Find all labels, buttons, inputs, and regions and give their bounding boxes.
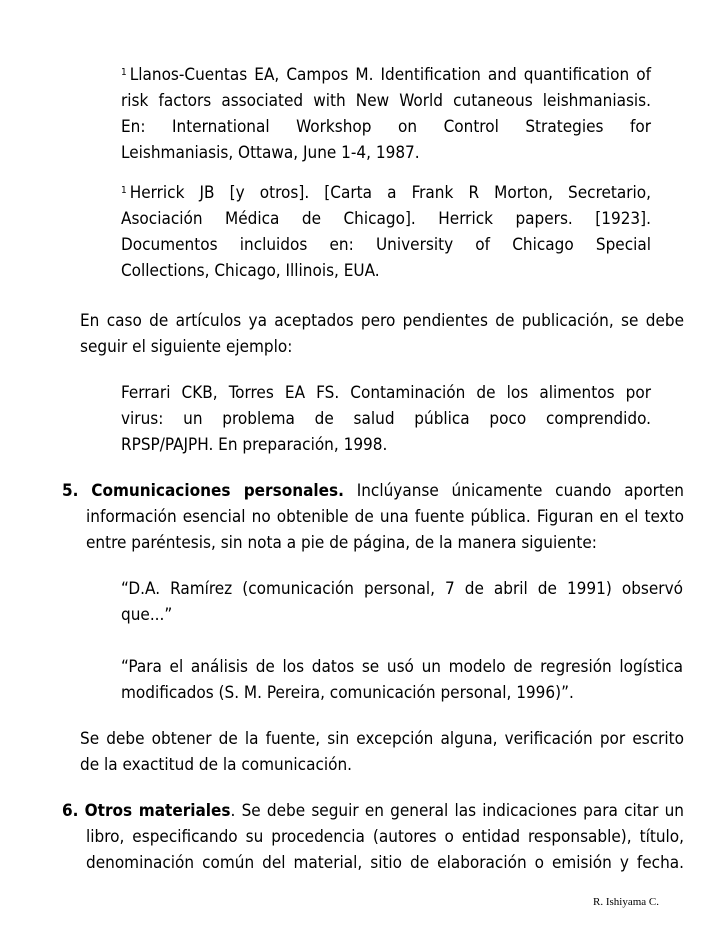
quote-ramirez (121, 576, 683, 628)
reference-llanos (121, 62, 651, 166)
reference-line: Asociación Médica de Chicago]. Herrick papers. [1923]. (121, 209, 651, 229)
section-line: entre paréntesis, sin nota a pie de página, de la manera siguiente: (86, 533, 597, 553)
section-heading-line: 6. Otros materiales. Se debe seguir en general las indicaciones para citar un (62, 801, 684, 821)
example-line: virus: un problema de salud pública poco comprendido. (121, 409, 651, 429)
quote-line: que...” (121, 605, 173, 625)
section-6 (62, 798, 684, 876)
reference-line: Leishmaniasis, Ottawa, June 1-4, 1987. (121, 143, 420, 163)
section-line: libro, especificando su procedencia (autores o entidad responsable), título, (86, 827, 684, 847)
section-line: información esencial no obtenible de una fuente pública. Figuran en el texto (86, 507, 684, 527)
paragraph-line: En caso de artículos ya aceptados pero pendientes de publicación, se debe (80, 311, 684, 331)
footnote-marker: 1 (121, 67, 127, 78)
quote-pereira (121, 654, 683, 706)
section-number: 6. (62, 801, 79, 821)
reference-line: $^1$ Herrick JB [y otros]. [Carta a Frank R Morton, Secretario, (121, 183, 651, 203)
paragraph-line: Se debe obtener de la fuente, sin excepción alguna, verificación por escrito (80, 729, 684, 749)
quote-line: “D.A. Ramírez (comunicación personal, 7 de abril de 1991) observó (121, 579, 683, 599)
reference-line: $^1$ Llanos-Cuentas EA, Campos M. Identification and quantification of (121, 65, 651, 85)
section-title: Comunicaciones personales. (91, 481, 344, 501)
example-ferrari (121, 380, 651, 458)
section-number: 5. (62, 481, 79, 501)
quote-line: “Para el análisis de los datos se usó un modelo de regresión logística (121, 657, 683, 677)
section-5 (62, 478, 684, 556)
section-line: denominación común del material, sitio de elaboración o emisión y fecha. (86, 853, 684, 873)
paragraph-accepted-articles (80, 308, 684, 360)
section-title: Otros materiales (84, 801, 231, 821)
paragraph-verification (80, 726, 684, 778)
reference-herrick (121, 180, 651, 284)
example-line: RPSP/PAJPH. En preparación, 1998. (121, 435, 388, 455)
paragraph-line: de la exactitud de la comunicación. (80, 755, 353, 775)
section-heading-line: 5. Comunicaciones personales. Inclúyanse únicamente cuando aporten (62, 481, 684, 501)
reference-line: risk factors associated with New World cutaneous leishmaniasis. (121, 91, 651, 111)
footnote-marker: 1 (121, 185, 127, 196)
quote-line: modificados (S. M. Pereira, comunicación personal, 1996)”. (121, 683, 574, 703)
reference-line: Collections, Chicago, Illinois, EUA. (121, 261, 380, 281)
reference-line: Documentos incluidos en: University of Chicago Special (121, 235, 651, 255)
example-line: Ferrari CKB, Torres EA FS. Contaminación de los alimentos por (121, 383, 651, 403)
paragraph-line: seguir el siguiente ejemplo: (80, 337, 293, 357)
page-footer-author: R. Ishiyama C. (593, 896, 659, 908)
reference-line: En: International Workshop on Control Strategies for (121, 117, 651, 137)
